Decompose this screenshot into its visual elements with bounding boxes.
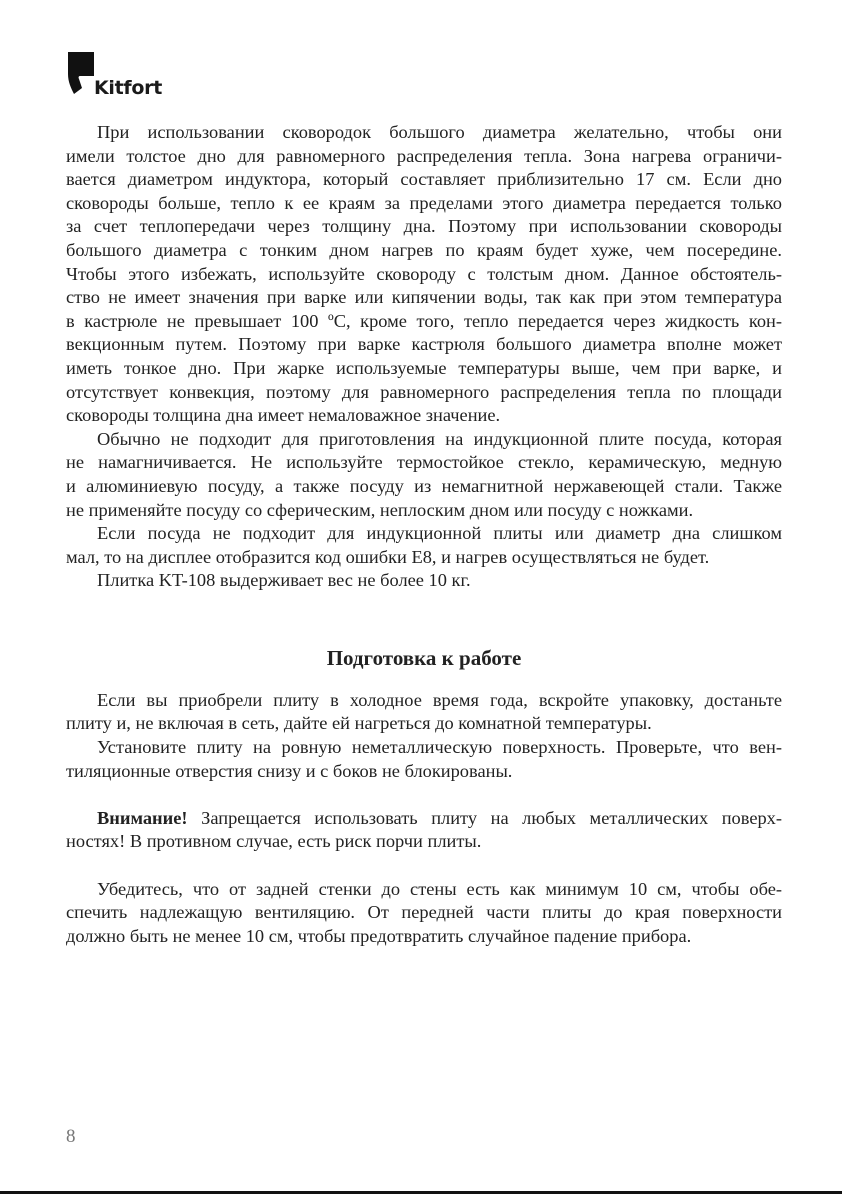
text-line: большого диаметра с тонким дном нагрев по краям будет хуже, чем посередине. <box>66 239 782 260</box>
paragraph-large-pans <box>66 121 782 428</box>
paragraph-clearance <box>66 878 782 949</box>
paragraph-unsuitable-cookware <box>66 428 782 522</box>
text-line: сковороды толщина дна имеет немаловажное значение. <box>66 405 501 426</box>
text-line: Плитка KT-108 выдерживает вес не более 10 кг. <box>97 570 471 591</box>
text-line: Установите плиту на ровную неметаллическую поверхность. Проверьте, что вен- <box>97 737 782 758</box>
text-line: плиту и, не включая в сеть, дайте ей нагреться до комнатной температуры. <box>66 713 652 734</box>
text-line: не применяйте посуду со сферическим, неплоским дном или посуду с ножками. <box>66 499 694 520</box>
text-line: в кастрюле не превышает 100 ºС, кроме того, тепло передается через жидкость кон- <box>66 310 782 331</box>
text-line: вается диаметром индуктора, который составляет приблизительно 17 см. Если дно <box>66 169 782 190</box>
section-heading: Подготовка к работе <box>326 645 522 670</box>
warning-label: Внимание! <box>97 807 188 828</box>
paragraph-surface <box>66 736 782 783</box>
text-line: не намагничивается. Не используйте термостойкое стекло, керамическую, медную <box>66 452 782 473</box>
text-line: Обычно не подходит для приготовления на индукционной плите посуда, которая <box>97 428 782 449</box>
kitfort-logo-icon <box>66 50 96 96</box>
text-line: и алюминиевую посуду, а также посуду из немагнитной нержавеющей стали. Также <box>66 475 782 496</box>
text-line: тиляционные отверстия снизу и с боков не блокированы. <box>66 760 513 781</box>
text-line: Убедитесь, что от задней стенки до стены есть как минимум 10 см, чтобы обе- <box>97 878 782 899</box>
brand-name: Kitfort <box>94 77 162 99</box>
text-line: ностях! В противном случае, есть риск порчи плиты. <box>66 831 482 852</box>
brand-logo <box>66 50 166 100</box>
text-line: векционным путем. Поэтому при варке кастрюля большого диаметра вполне может <box>66 334 782 355</box>
text-line: за счет теплопередачи через толщину дна. Поэтому при использовании сковороды <box>66 216 782 237</box>
text-line <box>66 807 782 831</box>
text-line: сковороды больше, тепло к ее краям за пределами этого диаметра передается только <box>66 192 782 213</box>
page-number: 8 <box>66 1126 76 1147</box>
paragraph-error-e8 <box>66 522 782 569</box>
text-line: Если посуда не подходит для индукционной плиты или диаметр дна слишком <box>97 523 782 544</box>
warning-text: Запрещается использовать плиту на любых металлических поверх- <box>187 807 782 828</box>
text-line: Если вы приобрели плиту в холодное время года, вскройте упаковку, достаньте <box>97 689 782 710</box>
paragraph-cold-season <box>66 689 782 736</box>
text-line: имели толстое дно для равномерного распределения тепла. Зона нагрева ограничи- <box>66 145 782 166</box>
text-line: отсутствует конвекция, поэтому для равномерного распределения тепла по площади <box>66 381 782 402</box>
text-line: При использовании сковородок большого диаметра желательно, чтобы они <box>97 122 782 142</box>
text-line: ство не имеет значения при варке или кипячении воды, так как при этом температура <box>66 287 782 308</box>
text-line: Чтобы этого избежать, используйте сковороду с толстым дном. Данное обстоятель- <box>66 263 782 284</box>
text-line: спечить надлежащую вентиляцию. От передней части плиты до края поверхности <box>66 902 782 923</box>
text-line: мал, то на дисплее отобразится код ошибки Е8, и нагрев осуществляться не будет. <box>66 546 710 567</box>
text-line: должно быть не менее 10 см, чтобы предотвратить случайное падение прибора. <box>66 925 692 946</box>
page-content <box>66 121 782 948</box>
paragraph-weight-limit <box>66 569 782 593</box>
text-line: иметь тонкое дно. При жарке используемые температуры выше, чем при варке, и <box>66 357 782 378</box>
warning-paragraph <box>66 807 782 854</box>
